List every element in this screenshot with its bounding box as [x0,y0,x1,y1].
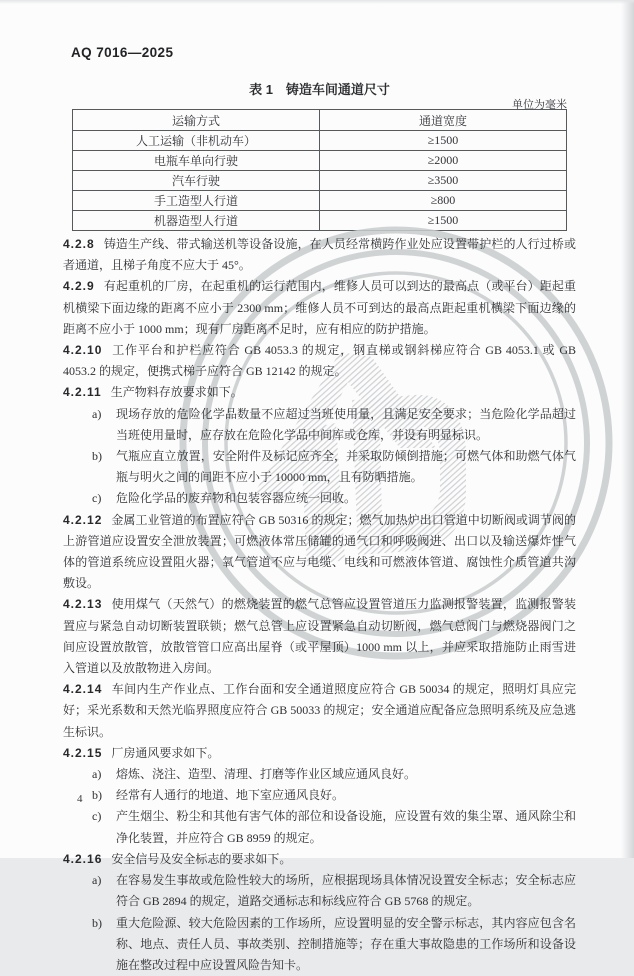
clause-4.2.16 [63,849,576,870]
clause-text: 车间内生产作业点、工作台面和安全通道照度应符合 GB 50034 的规定，照明灯具应完好；采光系数和天然光临界照度应符合 GB 50033 的规定；安全通道应配备应急照明系统及应急逃生标识。 [63,682,576,738]
item-text: 产生烟尘、粉尘和其他有害气体的部位和设备设施，应设置有效的集尘罩、通风除尘和净化装置，并应符合 GB 8959 的规定。 [116,806,576,848]
standard-code: AQ 7016—2025 [71,45,173,60]
cell-passage-width: ≥3500 [320,171,567,191]
cell-transport-mode: 电瓶车单向行驶 [73,151,320,171]
item-marker: b) [92,785,116,806]
list-item [63,870,576,912]
list-item [63,785,576,806]
list-item [63,806,576,848]
clause-number: 4.2.16 [63,852,102,866]
clause-number: 4.2.14 [63,682,102,696]
cell-passage-width: ≥1500 [320,211,567,231]
item-marker: c) [92,806,116,848]
item-marker: b) [92,446,116,488]
page-number: 4 [77,793,83,805]
list-item [63,488,576,509]
item-text: 危险化学品的废弃物和包装容器应统一回收。 [116,488,576,509]
clause-number: 4.2.10 [63,343,102,357]
item-marker: a) [92,404,116,446]
cell-transport-mode: 人工运输（非机动车） [73,131,320,151]
clause-4.2.12 [63,510,576,595]
clause-text: 使用煤气（天然气）的燃烧装置的燃气总管应设置管道压力监测报警装置，监测报警装置应与紧急自动切断装置联锁；燃气总管上应设置紧急自动切断阀，燃气总阀门与燃烧器阀门之间应设置放散管，放散管管口应高出屋脊（或平屋顶）1000 mm 以上，并应采取措施防止雨雪进入管道以及放散物进入房间。 [63,597,576,675]
item-text: 气瓶应直立放置，安全附件及标记应齐全，并采取防倾倒措施；可燃气体和助燃气体气瓶与明火之间的间距不应小于 10000 mm，且有防晒措施。 [116,446,576,488]
list-item [63,764,576,785]
col-header-transport-mode: 运输方式 [73,110,320,131]
clause-text: 生产物料存放要求如下。 [111,385,243,399]
clause-4.2.8 [63,234,576,276]
clause-number: 4.2.9 [63,279,95,293]
clause-text: 安全信号及安全标志的要求如下。 [111,852,291,866]
clause-4.2.15 [63,743,576,764]
clause-number: 4.2.8 [63,237,95,251]
clause-number: 4.2.11 [63,385,102,399]
item-marker: b) [92,913,116,976]
clause-4.2.9 [63,276,576,340]
item-marker: a) [92,764,116,785]
item-text: 重大危险源、较大危险因素的工作场所，应设置明显的安全警示标志，其内容应包含名称、地点、责任人员、事故类别、控制措施等；存在重大事故隐患的工作场所和设备设施在整改过程中应设置风险告知卡。 [116,913,576,976]
clause-text: 工作平台和护栏应符合 GB 4053.3 的规定，钢直梯或钢斜梯应符合 GB 4053.1 或 GB 4053.2 的规定，便携式梯子应符合 GB 12142 的规定。 [63,343,576,378]
cell-transport-mode: 机器造型人行道 [73,211,320,231]
clauses [63,234,576,976]
col-header-passage-width: 通道宽度 [320,110,567,131]
clause-text: 金属工业管道的布置应符合 GB 50316 的规定；燃气加热炉出口管道中切断阀或调节阀的上游管道应设置安全泄放装置；可燃液体常压储罐的通气口和呼吸阀进、出口以及输送爆炸性气体的管道系统应设置阻火器；氧气管道不应与电缆、电线和可燃液体管道、腐蚀性介质管道共沟敷设。 [63,513,576,591]
clause-number: 4.2.15 [63,746,102,760]
item-marker: a) [92,870,116,912]
clause-number: 4.2.13 [63,597,102,611]
item-marker: c) [92,488,116,509]
table-title: 表 1 铸造车间通道尺寸 [72,79,567,98]
clause-4.2.11 [63,382,576,403]
clause-4.2.13 [63,594,576,679]
clause-4.2.10 [63,340,576,382]
clause-text: 有起重机的厂房，在起重机的运行范围内，维修人员可以到达的最高点（或平台）距起重机横梁下面边缘的距离不应小于 2300 mm；维修人员不可到达的最高点距起重机横梁下面边缘的距离不应小于 1000 mm；现有厂房距离不足时，应有相应的防护措施。 [63,279,576,335]
cell-passage-width: ≥2000 [320,151,567,171]
unit-note: 单位为毫米 [72,96,567,112]
item-text: 经常有人通行的地道、地下室应通风良好。 [116,785,576,806]
item-text: 现场存放的危险化学品数量不应超过当班使用量，且满足安全要求；当危险化学品超过当班使用量时，应存放在危险化学品中间库或仓库，并设有明显标识。 [116,404,576,446]
cell-transport-mode: 手工造型人行道 [73,191,320,211]
cell-transport-mode: 汽车行驶 [73,171,320,191]
list-item [63,913,576,976]
clause-number: 4.2.12 [63,513,102,527]
clause-text: 铸造生产线、带式输送机等设备设施，在人员经常横跨作业处应设置带护栏的人行过桥或者通道，且梯子角度不应大于 45°。 [63,237,576,272]
clause-4.2.14 [63,679,576,743]
item-text: 熔炼、浇注、造型、清理、打磨等作业区域应通风良好。 [116,764,576,785]
item-text: 在容易发生事故或危险性较大的场所，应根据现场具体情况设置安全标志；安全标志应符合 GB 2894 的规定，道路交通标志和标线应符合 GB 5768 的规定。 [116,870,576,912]
cell-passage-width: ≥1500 [320,131,567,151]
list-item [63,404,576,446]
list-item [63,446,576,488]
cell-passage-width: ≥800 [320,191,567,211]
clause-text: 厂房通风要求如下。 [111,746,219,760]
